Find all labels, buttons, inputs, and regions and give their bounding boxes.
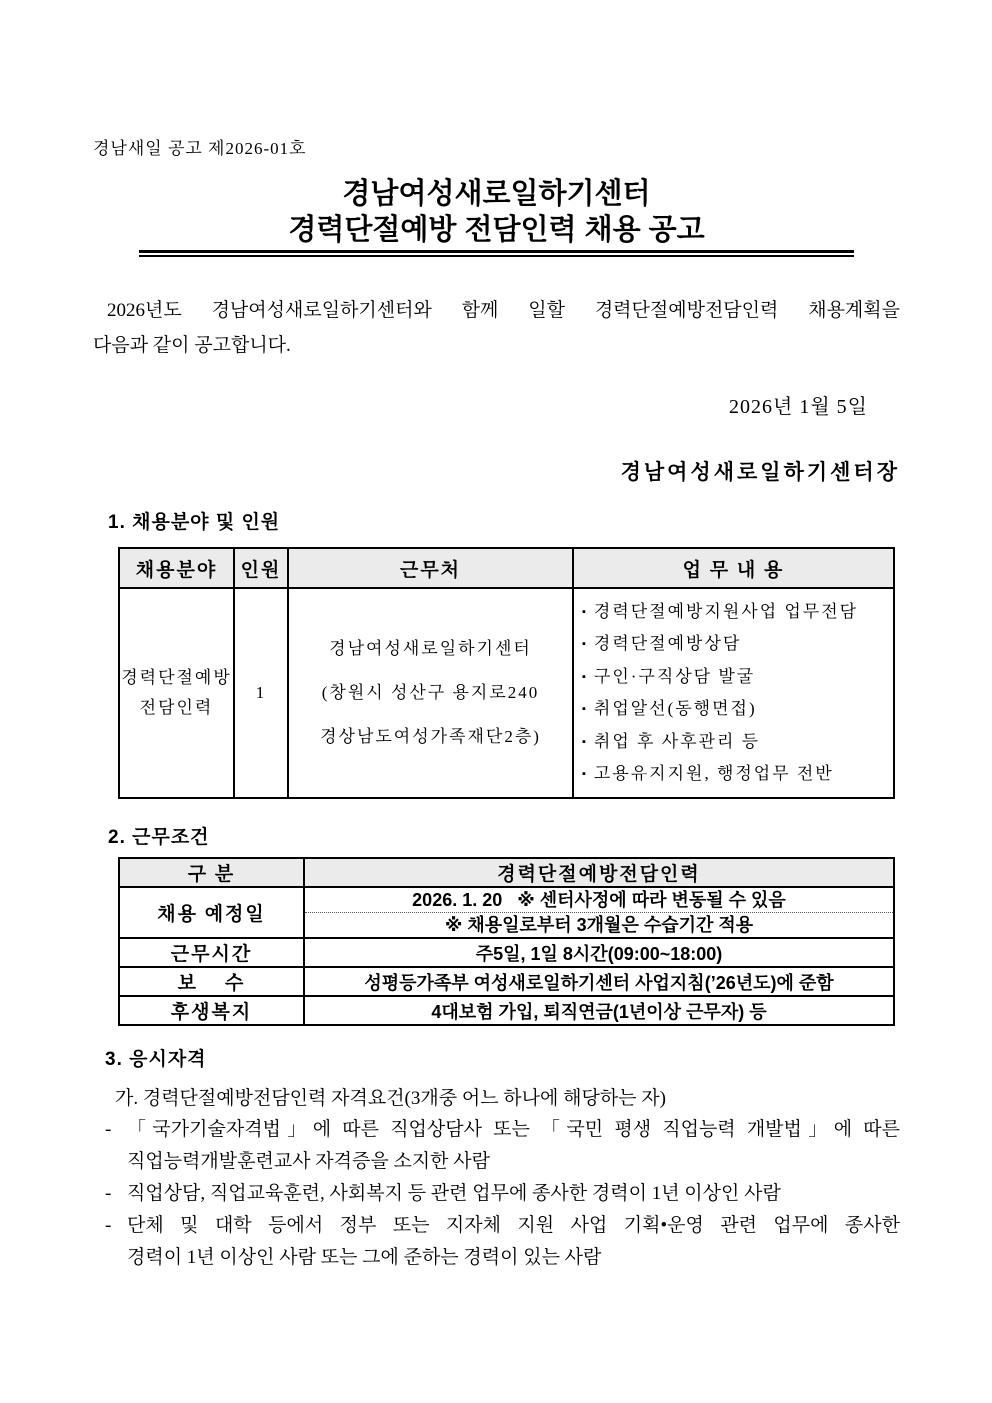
qualification-item: [105, 1114, 900, 1178]
cell-workplace: [288, 588, 573, 798]
announcement-date: 2026년 1월 5일: [729, 396, 868, 418]
section2-heading: 2. 근무조건: [108, 827, 210, 848]
recruitment-table-row: [119, 588, 894, 798]
hire-date-value-line2: ※ 채용일로부터 3개월은 수습기간 적용: [444, 915, 754, 935]
square-bullet-icon: ▪: [582, 703, 588, 715]
page-title-line1: 경남여성새로일하기센터: [342, 178, 651, 210]
square-bullet-icon: ▪: [582, 735, 588, 748]
square-bullet-icon: ▪: [582, 605, 588, 618]
duty-item: [582, 628, 889, 661]
conditions-header-row: [119, 858, 894, 887]
qualification-item-line1: 단체 및 대학 등에서 정부 또는 지자체 지원 사업 기획•운영 관련 업무에 종사한: [127, 1215, 900, 1236]
cell-duties: [573, 588, 894, 798]
signatory: 경남여성새로일하기센터장: [620, 460, 900, 484]
dash-marker: -: [105, 1215, 112, 1236]
row-hire-date: [119, 887, 894, 938]
page-title-line2: 경력단절예방 전담인력 채용 공고: [288, 214, 705, 246]
qualification-list: [93, 1114, 900, 1274]
duty-text: 고용유지지원, 행정업무 전반: [593, 764, 834, 783]
duty-item: [582, 758, 889, 791]
title-underline: [139, 250, 854, 257]
page-title: [93, 176, 900, 257]
qualification-item-line1: 「국가기술자격법」에 따른 직업상담사 또는 「국민 평생 직업능력 개발법」에 따른: [127, 1119, 900, 1140]
duty-text: 경력단절예방상담: [593, 634, 742, 653]
header-duties: 업 무 내 용: [573, 548, 894, 588]
square-bullet-icon: ▪: [582, 768, 588, 780]
hire-date-value: [304, 887, 894, 938]
workplace-line2: (창원시 성산구 용지로240: [321, 683, 540, 702]
dash-marker: -: [105, 1119, 112, 1140]
field-line1: 경력단절예방: [121, 668, 232, 687]
header-position: 경력단절예방전담인력: [304, 858, 894, 887]
recruitment-table-header-row: [119, 548, 894, 588]
dash-marker: -: [105, 1183, 112, 1204]
duty-item: [582, 661, 889, 694]
cell-field: [119, 588, 234, 798]
duty-text: 구인·구직상담 발굴: [593, 666, 756, 686]
duty-item: [582, 726, 889, 759]
hire-date-label: 채용 예정일: [119, 887, 304, 938]
section3-heading: 3. 응시자격: [105, 1049, 207, 1070]
qualification-item: [105, 1178, 900, 1210]
workplace-line1: 경남여성새로일하기센터: [329, 639, 532, 658]
duty-text: 경력단절예방지원사업 업무전담: [593, 601, 859, 621]
qualification-item-line1: 직업상담, 직업교육훈련, 사회복지 등 관련 업무에 종사한 경력이 1년 이상인 사람: [127, 1183, 781, 1204]
work-hours-label: 근무시간: [119, 938, 304, 967]
intro-line1: 2026년도 경남여성새로일하기센터와 함께 일할 경력단절예방전담인력 채용계획을: [107, 300, 900, 321]
welfare-label: 후생복지: [119, 996, 304, 1025]
duty-text: 취업 후 사후관리 등: [593, 731, 761, 751]
qualification-subheading: 가. 경력단절예방전담인력 자격요건(3개중 어느 하나에 해당하는 자): [115, 1088, 666, 1109]
duty-item: [582, 693, 889, 726]
row-welfare: [119, 996, 894, 1025]
workplace-line3: 경상남도여성가족재단2층): [320, 727, 541, 746]
intro-line2: 다음과 같이 공고합니다.: [93, 335, 291, 356]
qualification-item-line2: 경력이 1년 이상인 사람 또는 그에 준하는 경력이 있는 사람: [127, 1247, 602, 1268]
header-field: 채용분야: [119, 548, 234, 588]
recruitment-table: [118, 547, 895, 799]
duty-text: 취업알선(동행면접): [593, 699, 757, 718]
header-count: 인원: [234, 548, 288, 588]
qualification-item: [105, 1210, 900, 1274]
header-workplace: 근무처: [288, 548, 573, 588]
square-bullet-icon: ▪: [582, 670, 588, 683]
qualification-item-line2: 직업능력개발훈련교사 자격증을 소지한 사람: [127, 1151, 490, 1172]
header-category: 구 분: [119, 858, 304, 887]
work-hours-value: 주5일, 1일 8시간(09:00~18:00): [304, 938, 894, 967]
cell-count: 1: [234, 588, 288, 798]
section1-heading: 1. 채용분야 및 인원: [108, 512, 281, 533]
salary-label: 보 수: [119, 967, 304, 996]
salary-value: 성평등가족부 여성새로일하기센터 사업지침(’26년도)에 준함: [304, 967, 894, 996]
square-bullet-icon: ▪: [582, 638, 588, 650]
duty-item: [582, 596, 889, 629]
field-line2: 전담인력: [139, 698, 214, 717]
row-salary: [119, 967, 894, 996]
intro-paragraph: [93, 293, 900, 363]
hire-date-value-line1: 2026. 1. 20 ※ 센터사정에 따라 변동될 수 있음: [305, 888, 893, 913]
conditions-table: [118, 857, 895, 1026]
row-work-hours: [119, 938, 894, 967]
notice-number: 경남새일 공고 제2026-01호: [93, 139, 307, 158]
welfare-value: 4대보험 가입, 퇴직연금(1년이상 근무자) 등: [304, 996, 894, 1025]
